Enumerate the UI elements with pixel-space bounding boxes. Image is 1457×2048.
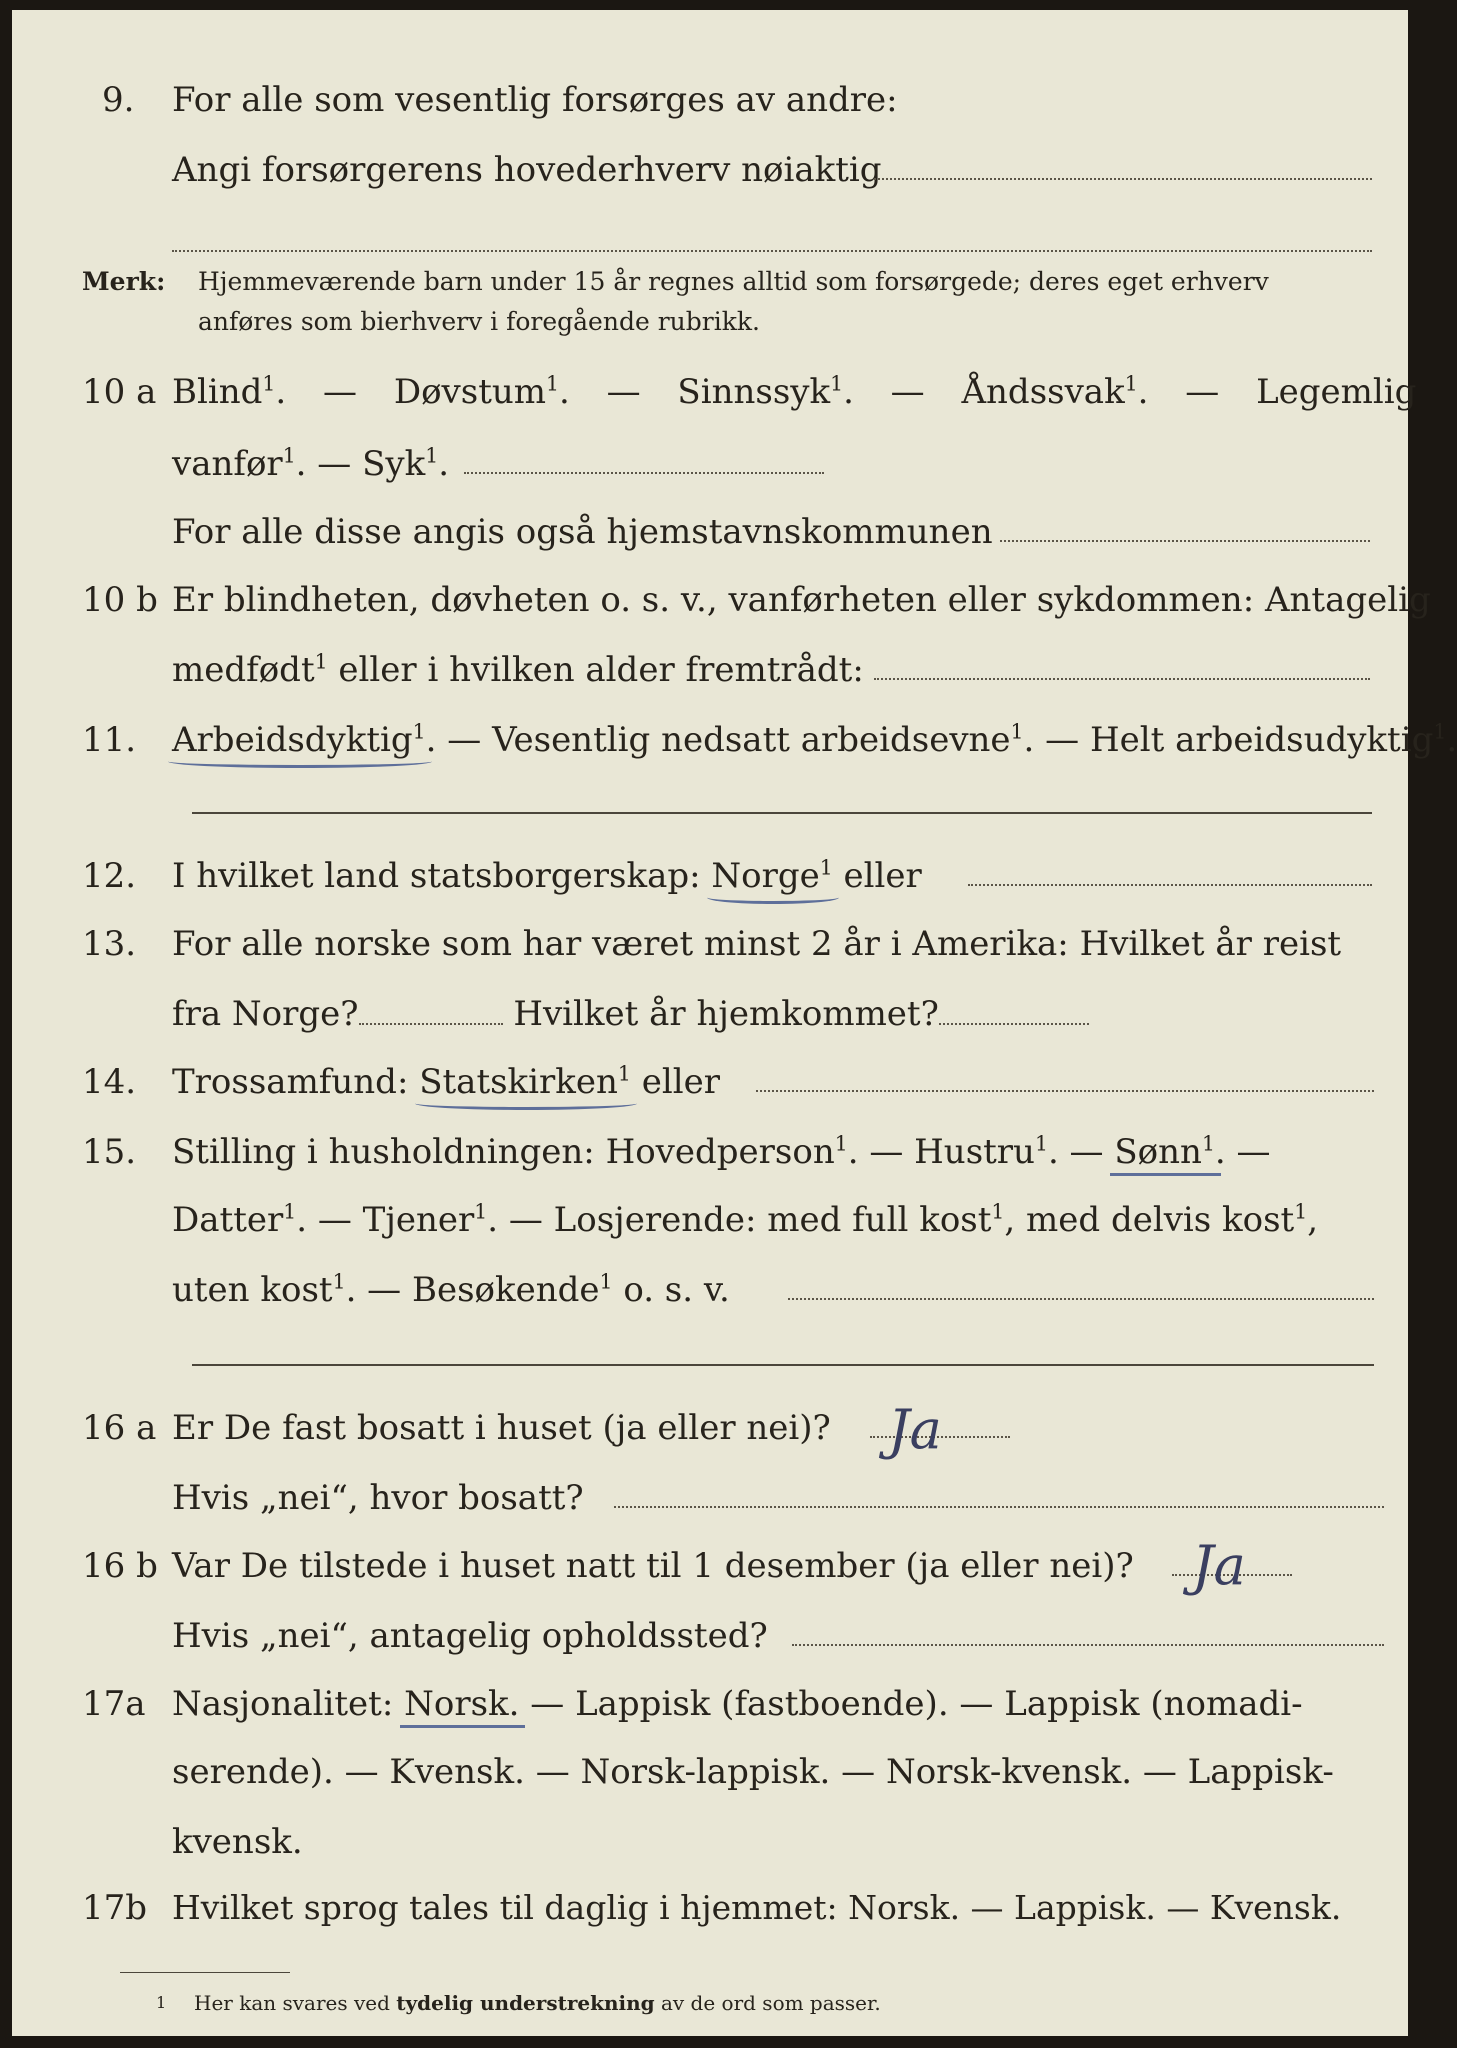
question-number: 16 a <box>82 1408 157 1448</box>
merk-text: anføres som bierhverv i foregående rubrikk. <box>198 307 760 336</box>
question-number: 11. <box>82 720 137 760</box>
question-text: Er blindheten, døvheten o. s. v., vanførheten eller sykdommen: Antagelig <box>172 580 1431 620</box>
handwritten-underline <box>415 1097 637 1110</box>
section-divider <box>192 1364 1374 1366</box>
answer-field-syk[interactable] <box>464 472 824 474</box>
answer-field-hjemstavn[interactable] <box>1000 540 1370 542</box>
question-text: Stilling i husholdningen: Hovedperson$^1$. — Hustru$^1$. — Sønn$^1$ . — <box>172 1130 1271 1174</box>
question-text: Hvis „nei“, antagelig opholdssted? <box>172 1616 768 1656</box>
question-number: 15. <box>82 1132 137 1172</box>
merk-text: Hjemmeværende barn under 15 år regnes alltid som forsørgede; deres eget erhverv <box>198 267 1269 296</box>
question-text: Var De tilstede i huset natt til 1 desember (ja eller nei)? <box>172 1546 1134 1586</box>
footnote-rule <box>120 1972 290 1973</box>
question-number: 16 b <box>82 1546 158 1586</box>
handwritten-underline <box>1110 1163 1221 1176</box>
answer-field-reist[interactable] <box>359 993 503 1025</box>
answer-field-stilling[interactable] <box>788 1298 1374 1300</box>
question-number: 10 b <box>82 580 158 620</box>
handwritten-answer-tilstede: Ja <box>1192 1534 1246 1597</box>
underlined-option-norsk[interactable]: Norsk. <box>404 1684 519 1724</box>
question-text: For alle norske som har været minst 2 år i Amerika: Hvilket år reist <box>172 924 1342 964</box>
underlined-option-arbeidsdyktig[interactable]: Arbeidsdyktig$^1$ <box>172 720 426 760</box>
answer-field-forsorger-2[interactable] <box>172 250 1372 252</box>
question-text: Datter$^1$. — Tjener$^1$. — Losjerende: med full kost$^1$, med delvis kost$^1$, <box>172 1199 1319 1240</box>
question-number: 13. <box>82 924 137 964</box>
question-text: fra Norge? Hvilket år hjemkommet? <box>172 992 1089 1036</box>
answer-field-opholdssted[interactable] <box>792 1644 1384 1646</box>
underlined-option-norge[interactable]: Norge$^1$ <box>711 856 832 896</box>
census-form-page <box>12 10 1457 2036</box>
question-text: vanfør$^1$. — Syk$^1$. <box>172 443 449 484</box>
question-text: I hvilket land statsborgerskap: Norge$^1$ eller <box>172 854 922 898</box>
question-text: Blind$^1$. — Døvstum$^1$. — Sinnssyk$^1$. — Åndssvak$^1$. — Legemlig <box>172 371 1417 412</box>
answer-field-alder[interactable] <box>874 678 1370 680</box>
question-text: Arbeidsdyktig$^1$ . — Vesentlig nedsatt arbeidsevne$^1$. — Helt arbeidsudyktig$^1$. <box>172 718 1457 762</box>
footnote-mark: 1 <box>156 1993 167 2012</box>
handwritten-answer-bosatt: Ja <box>888 1398 942 1461</box>
question-number: 9. <box>102 80 135 120</box>
question-number: 10 a <box>82 372 157 412</box>
handwritten-underline <box>168 755 432 768</box>
underlined-option-statskirken[interactable]: Statskirken$^1$ <box>419 1062 631 1102</box>
underlined-option-sonn[interactable]: Sønn$^1$ <box>1114 1132 1215 1172</box>
footnote-text: Her kan svares ved tydelig understrekning av de ord som passer. <box>194 1991 881 2015</box>
question-text: uten kost$^1$. — Besøkende$^1$ o. s. v. <box>172 1269 730 1310</box>
section-divider <box>192 812 1372 814</box>
question-text: Angi forsørgerens hovederhverv nøiaktig <box>172 150 882 190</box>
question-text: Er De fast bosatt i huset (ja eller nei)? <box>172 1408 831 1448</box>
question-text: medfødt$^1$ eller i hvilken alder fremtrådt: <box>172 649 864 690</box>
question-text: Nasjonalitet: Norsk. — Lappisk (fastboende). — Lappisk (nomadi- <box>172 1682 1303 1726</box>
handwritten-underline <box>707 891 838 904</box>
answer-field-forsorger[interactable] <box>874 178 1372 180</box>
merk-label: Merk: <box>82 267 166 296</box>
question-text: kvensk. <box>172 1822 303 1862</box>
question-number: 17b <box>82 1888 148 1928</box>
question-text: Hvilket sprog tales til daglig i hjemmet: Norsk. — Lappisk. — Kvensk. <box>172 1888 1342 1927</box>
question-number: 12. <box>82 856 137 896</box>
answer-field-statsborgerskap[interactable] <box>968 884 1372 886</box>
handwritten-underline <box>400 1715 525 1728</box>
answer-field-hjemkommet[interactable] <box>939 993 1089 1025</box>
question-text: For alle disse angis også hjemstavnskommunen <box>172 512 993 552</box>
question-text: Hvis „nei“, hvor bosatt? <box>172 1478 584 1518</box>
question-number: 14. <box>82 1062 137 1102</box>
question-number: 17a <box>82 1684 146 1724</box>
question-text: Trossamfund: Statskirken$^1$ eller <box>172 1060 720 1104</box>
answer-field-trossamfund[interactable] <box>756 1090 1374 1092</box>
question-text: For alle som vesentlig forsørges av andre: <box>172 80 898 120</box>
question-text: serende). — Kvensk. — Norsk-lappisk. — Norsk-kvensk. — Lappisk- <box>172 1752 1334 1792</box>
answer-field-hvor-bosatt[interactable] <box>614 1506 1384 1508</box>
